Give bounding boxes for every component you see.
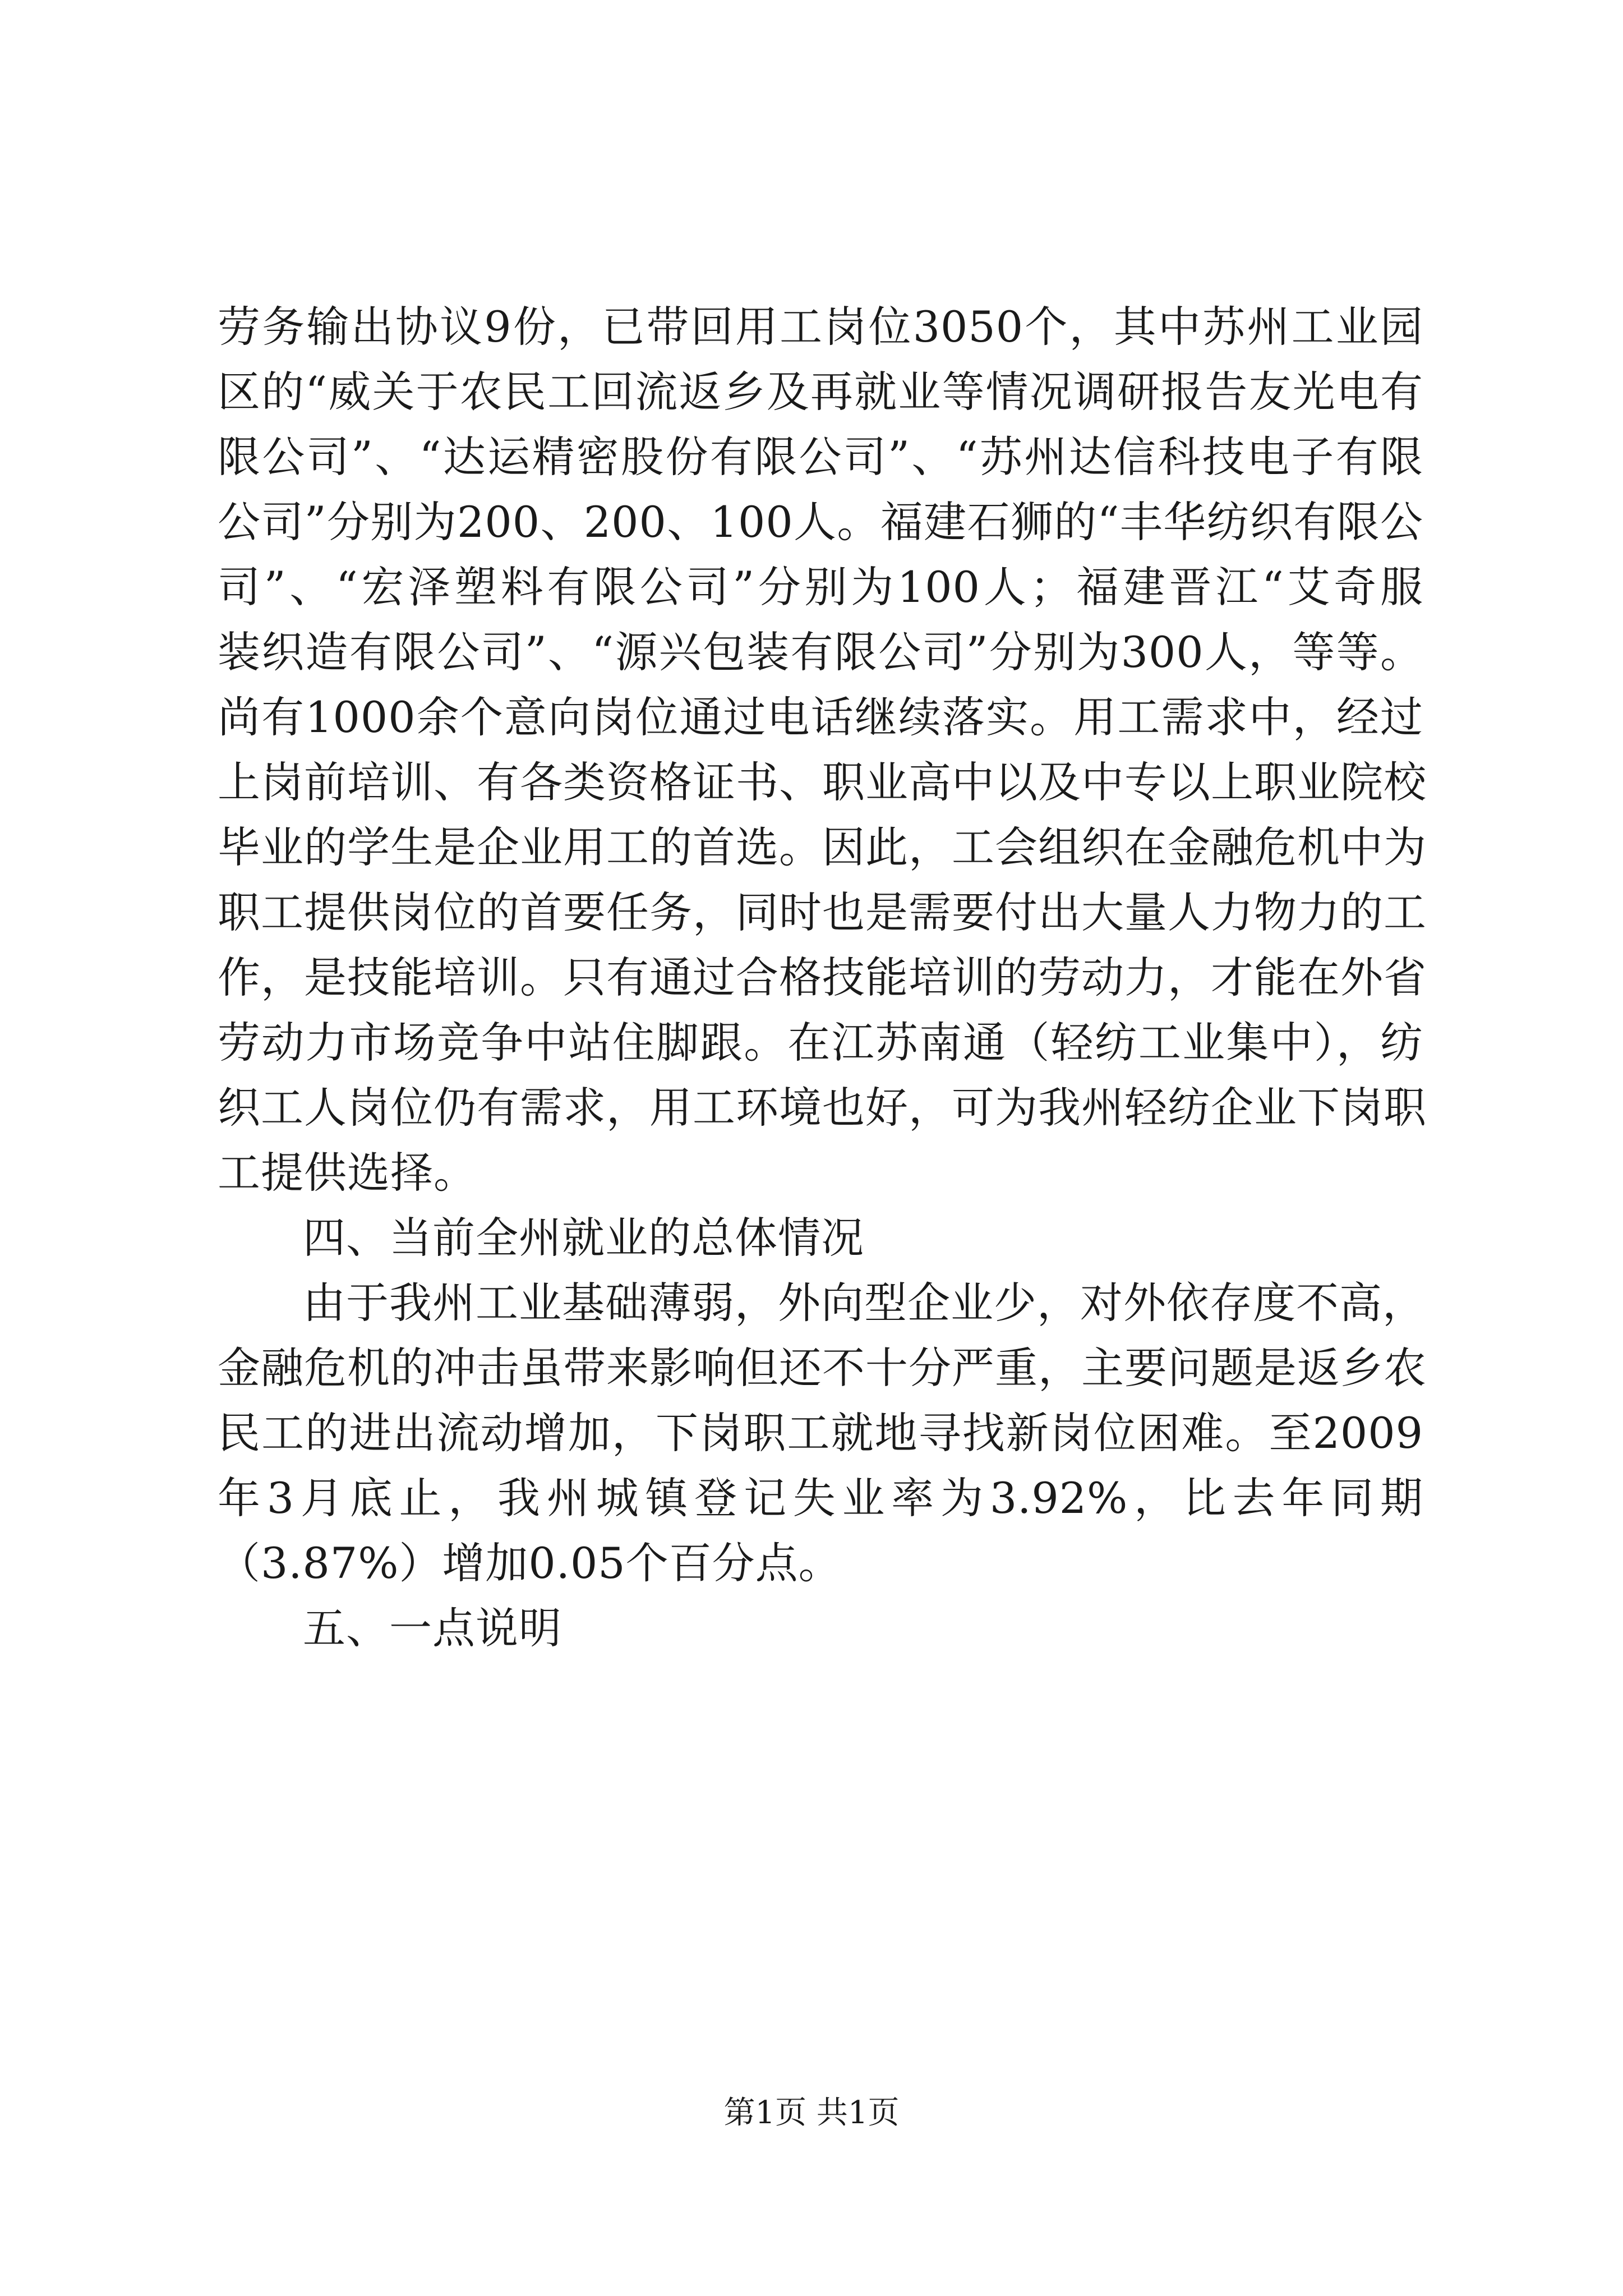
text-line: 作，是技能培训。只有通过合格技能培训的劳动力，才能在外省	[218, 953, 1427, 1002]
text-line: 毕业的学生是企业用工的首选。因此，工会组织在金融危机中为	[218, 822, 1427, 872]
page-footer: 第1页 共1页	[723, 2095, 900, 2131]
text-line: 劳动力市场竞争中站住脚跟。在江苏南通（轻纺工业集中），纺	[218, 1018, 1423, 1068]
text-line: 年3月底止，我州城镇登记失业率为3.92%，比去年同期	[218, 1473, 1423, 1523]
text-line: 金融危机的冲击虽带来影响但还不十分严重，主要问题是返乡农	[218, 1343, 1427, 1393]
text-line: 限公司”、“达运精密股份有限公司”、“苏州达信科技电子有限	[218, 432, 1423, 482]
text-line: 织工人岗位仍有需求，用工环境也好，可为我州轻纺企业下岗职	[218, 1083, 1427, 1133]
text-line: 司”、“宏泽塑料有限公司”分别为100人；福建晋江“艾奇服	[218, 562, 1423, 612]
text-line: 由于我州工业基础薄弱，外向型企业少，对外依存度不高，	[303, 1278, 1426, 1328]
text-line: 工提供选择。	[218, 1148, 477, 1198]
section-heading-4: 四、当前全州就业的总体情况	[303, 1213, 864, 1263]
text-line: （3.87%）增加0.05个百分点。	[218, 1538, 842, 1588]
text-line: 区的“威关于农民工回流返乡及再就业等情况调研报告友光电有	[218, 367, 1423, 417]
section-heading-5: 五、一点说明	[303, 1603, 562, 1653]
text-line: 职工提供岗位的首要任务，同时也是需要付出大量人力物力的工	[218, 887, 1427, 937]
text-line: 劳务输出协议9份，已带回用工岗位3050个，其中苏州工业园	[218, 302, 1423, 352]
text-line: 装织造有限公司”、“源兴包装有限公司”分别为300人，等等。	[218, 627, 1423, 677]
text-line: 上岗前培训、有各类资格证书、职业高中以及中专以上职业院校	[218, 757, 1427, 807]
text-line: 民工的进出流动增加，下岗职工就地寻找新岗位困难。至2009	[218, 1408, 1423, 1458]
document-body	[218, 295, 1427, 1661]
text-line: 尚有1000余个意向岗位通过电话继续落实。用工需求中，经过	[218, 692, 1423, 742]
text-line: 公司”分别为200、200、100人。福建石狮的“丰华纺织有限公	[218, 497, 1423, 547]
